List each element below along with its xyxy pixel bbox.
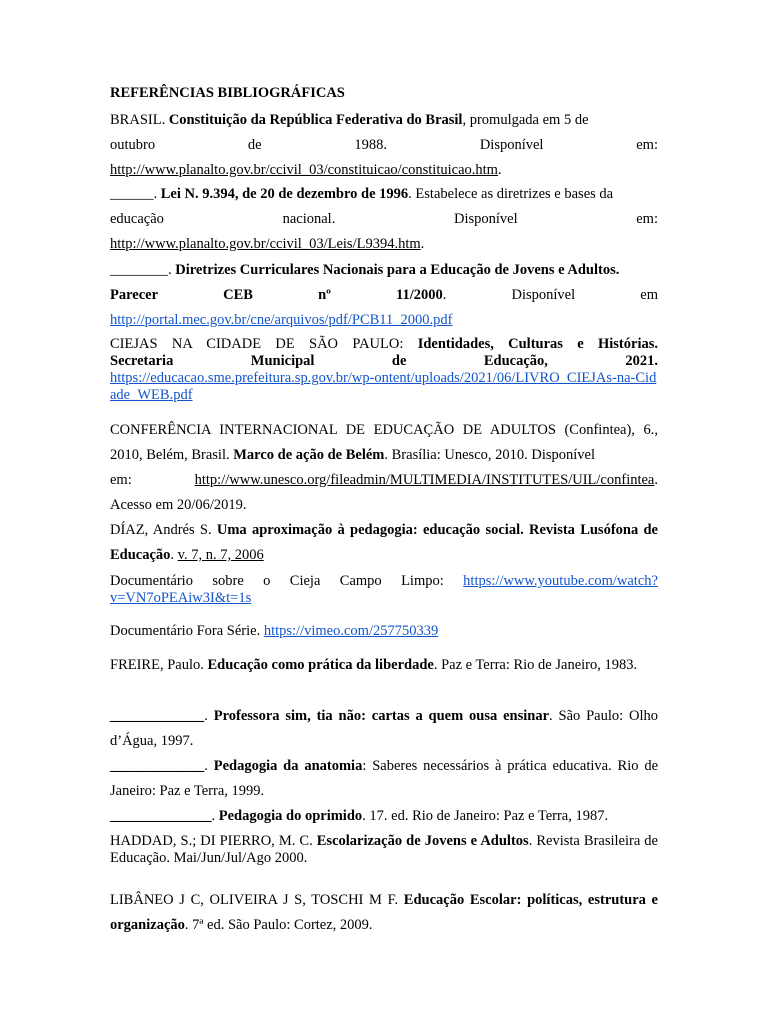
page-title: REFERÊNCIAS BIBLIOGRÁFICAS [110, 85, 345, 101]
vimeo-link[interactable]: https://vimeo.com/257750339 [263, 623, 439, 639]
reference-diaz: DÍAZ, Andrés S. Uma aproximação à pedagogia: educação social. Revista Lusófona de Educação. v. 7, n. 7, 2006 [110, 522, 658, 563]
reference-freire-anatomia: _____________. Pedagogia da anatomia: Saberes necessários à prática educativa. Rio de Janeiro: Paz e Terra, 1999. [110, 758, 659, 799]
reference-freire-liberdade: FREIRE, Paulo. Educação como prática da liberdade. Paz e Terra: Rio de Janeiro, 1983. [110, 657, 638, 673]
constituicao-link[interactable]: http://www.planalto.gov.br/ccivil_03/constituicao/constituicao.htm [110, 162, 498, 178]
reference-title: Professora sim, tia não: cartas a quem ousa ensinar [213, 708, 550, 724]
lei-9394-link[interactable]: http://www.planalto.gov.br/ccivil_03/Leis/L9394.htm [110, 236, 421, 252]
reference-title: Diretrizes Curriculares Nacionais para a Educação de Jovens e Adultos. [175, 262, 620, 278]
reference-brasil-constituicao: BRASIL. Constituição da República Federativa do Brasil, promulgada em 5 de outubro de 1988. Disponível em: http://www.planalto.gov.br/ccivil_03/constituicao/constituicao.htm. [110, 112, 658, 178]
confintea-link[interactable]: http://www.unesco.org/fileadmin/MULTIMEDIA/INSTITUTES/UIL/confintea [194, 472, 655, 488]
reference-title: Educação Escolar: políticas, estrutura e organização [110, 892, 658, 933]
reference-title: Identidades, Culturas e Histórias. [417, 336, 658, 352]
reference-title: Uma aproximação à pedagogia: educação social. Revista Lusófona de Educação [110, 522, 658, 563]
diretrizes-link[interactable]: http://portal.mec.gov.br/cne/arquivos/pdf/PCB11_2000.pdf [110, 312, 453, 328]
reference-title: Marco de ação de Belém [233, 447, 385, 463]
reference-lei-9394: ______. Lei N. 9.394, de 20 de dezembro de 1996. Estabelece as diretrizes e bases da educação nacional. Disponível em: http://www.planalto.gov.br/ccivil_03/Leis/L9394.htm. [110, 186, 658, 252]
reference-ciejas: CIEJAS NA CIDADE DE SÃO PAULO: Identidades, Culturas e Histórias. Secretaria Municipal de Educação, 2021. https://educacao.sme.prefeitura.sp.gov.br/wp-ontent/uploads/2021/06/LIVRO_CIEJAs-na-Cidade_WEB.pdf [110, 336, 658, 403]
reference-diretrizes-curriculares: ________. Diretrizes Curriculares Nacionais para a Educação de Jovens e Adultos. Parecer CEB nº 11/2000. Disponível em http://portal.mec.gov.br/cne/arquivos/pdf/PCB11_2000.pdf [110, 262, 658, 328]
reference-title: Constituição da República Federativa do Brasil [168, 112, 463, 128]
reference-title: Lei N. 9.394, de 20 de dezembro de 1996 [160, 186, 409, 202]
reference-haddad: HADDAD, S.; DI PIERRO, M. C. Escolarização de Jovens e Adultos. Revista Brasileira de Educação. Mai/Jun/Jul/Ago 2000. [110, 833, 658, 866]
reference-documentario-cieja: Documentário sobre o Cieja Campo Limpo: https://www.youtube.com/watch? v=VN7oPEAiw3I&t=1s [110, 573, 658, 606]
reference-title: Educação como prática da liberdade [207, 657, 434, 673]
ciejas-link[interactable]: https://educacao.sme.prefeitura.sp.gov.br/wp-ontent/uploads/2021/06/LIVRO_CIEJAs-na-Cidade_WEB.pdf [110, 370, 657, 403]
reference-title: Pedagogia do oprimido [218, 808, 363, 824]
diaz-volume: v. 7, n. 7, 2006 [177, 547, 264, 563]
reference-freire-oprimido: ______________. Pedagogia do oprimido. 17. ed. Rio de Janeiro: Paz e Terra, 1987. [110, 808, 609, 824]
reference-confintea: CONFERÊNCIA INTERNACIONAL DE EDUCAÇÃO DE ADULTOS (Confintea), 6., 2010, Belém, Brasil. Marco de ação de Belém. Brasília: Unesco, 2010. Disponível em: http://www.unesco.org/fileadmin/MULTIMEDIA/INSTITUTES/UIL/confintea. Acesso em 20/06/2019. [110, 422, 658, 513]
reference-title: Pedagogia da anatomia [213, 758, 363, 774]
reference-freire-professora: _____________. Professora sim, tia não: cartas a quem ousa ensinar. São Paulo: Olho d’Água, 1997. [110, 708, 659, 749]
reference-documentario-fora-serie: Documentário Fora Série. https://vimeo.com/257750339 [110, 623, 439, 639]
reference-libaneo: LIBÂNEO J C, OLIVEIRA J S, TOSCHI M F. Educação Escolar: políticas, estrutura e organização. 7ª ed. São Paulo: Cortez, 2009. [110, 892, 658, 933]
reference-title: Escolarização de Jovens e Adultos [316, 833, 529, 849]
